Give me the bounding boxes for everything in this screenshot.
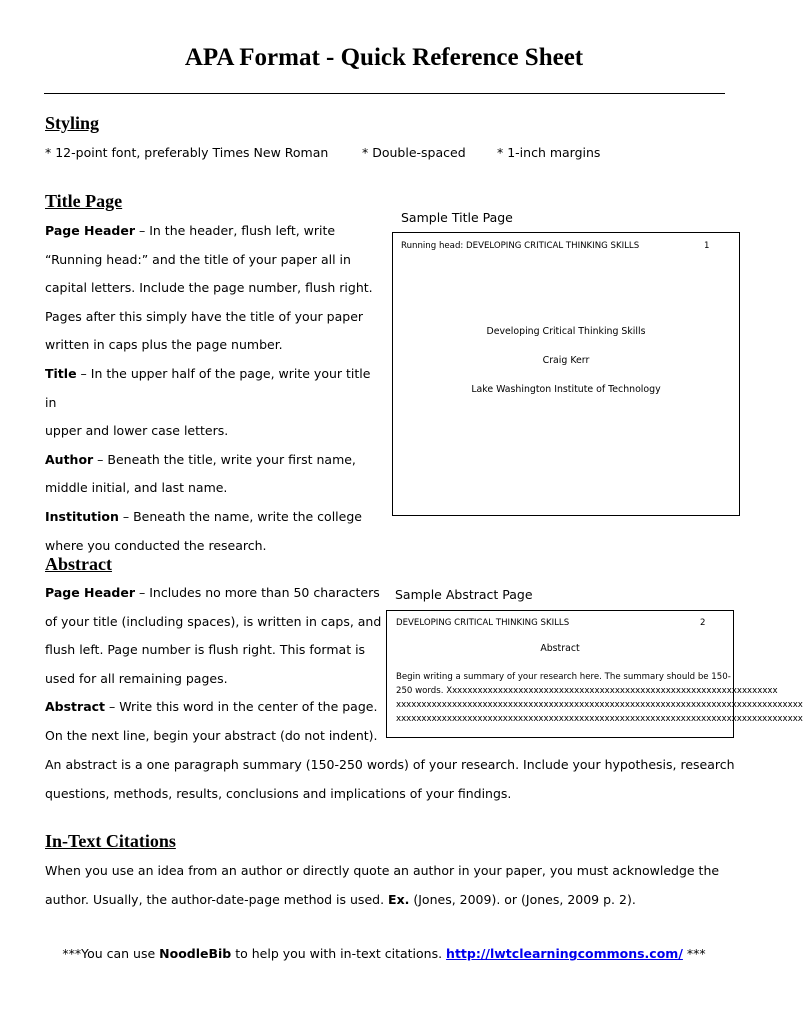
learning-commons-link[interactable]: http://lwtclearningcommons.com/ — [446, 946, 683, 961]
citations-line — [45, 886, 745, 915]
line-text: – In the upper half of the page, write your title in — [45, 365, 371, 410]
sample-abstract-line: Begin writing a summary of your research here. The summary should be 150- — [396, 672, 731, 682]
title-page-line — [45, 474, 385, 503]
line-text: upper and lower case letters. — [45, 423, 229, 439]
footer-text: to help you with in-text citations. — [231, 946, 447, 961]
abstract-description — [45, 579, 385, 751]
line-text: author. Usually, the author-date-page method is used. — [45, 891, 389, 907]
footer-tool-name: NoodleBib — [159, 946, 232, 961]
line-text: – Beneath the name, write the college — [118, 508, 362, 524]
title-page-description — [45, 217, 385, 560]
term-institution: Institution — [45, 508, 119, 524]
term-author: Author — [45, 451, 94, 467]
footer-note — [0, 946, 768, 961]
abstract-line — [45, 608, 385, 637]
sample-abstract-line: xxxxxxxxxxxxxxxxxxxxxxxxxxxxxxxxxxxxxxxxxxxxxxxxxxxxxxxxxxxxxxxxxxxxxxxxxxxxxxxx — [396, 700, 803, 710]
sample-abstract-page-number: 2 — [700, 618, 706, 628]
sample-page-number: 1 — [704, 241, 710, 251]
title-divider — [44, 93, 725, 94]
line-text: – Write this word in the center of the page. — [105, 699, 378, 715]
title-page-heading: Title Page — [45, 191, 123, 211]
sample-abstract-line: 250 words. Xxxxxxxxxxxxxxxxxxxxxxxxxxxxxxxxxxxxxxxxxxxxxxxxxxxxxxxxxxxxxxxxx — [396, 686, 778, 696]
styling-heading: Styling — [45, 113, 100, 133]
title-page-line — [45, 417, 385, 446]
abstract-line — [45, 693, 385, 722]
sample-running-head: Running head: DEVELOPING CRITICAL THINKING SKILLS — [401, 241, 640, 251]
line-text: On the next line, begin your abstract (do not indent). — [45, 727, 378, 743]
abstract-line — [45, 636, 385, 665]
sample-abstract-page-label: Sample Abstract Page — [395, 587, 533, 602]
sample-abstract-line: xxxxxxxxxxxxxxxxxxxxxxxxxxxxxxxxxxxxxxxxxxxxxxxxxxxxxxxxxxxxxxxxxxxxxxxxxxxxxxxx — [396, 714, 803, 724]
sample-title-page-label: Sample Title Page — [401, 210, 513, 225]
abstract-summary — [45, 751, 735, 808]
sample-paper-title: Developing Critical Thinking Skills — [486, 326, 646, 337]
line-text: where you conducted the research. — [45, 537, 267, 553]
abstract-line — [45, 722, 385, 751]
styling-item-margins: * 1-inch margins — [497, 145, 601, 160]
title-page-line — [45, 360, 385, 417]
line-text: middle initial, and last name. — [45, 480, 228, 496]
sample-abstract-header: DEVELOPING CRITICAL THINKING SKILLS — [396, 618, 570, 628]
line-text: “Running head:” and the title of your paper all in — [45, 251, 351, 267]
line-text: – Includes no more than 50 characters — [135, 585, 380, 600]
citations-text — [45, 857, 745, 914]
line-text: written in caps plus the page number. — [45, 337, 283, 353]
styling-item-spacing: * Double-spaced — [362, 145, 466, 160]
footer-text: *** — [682, 946, 706, 961]
sample-title-page — [392, 232, 740, 516]
line-text: used for all remaining pages. — [45, 670, 228, 686]
line-text: flush left. Page number is flush right. This format is — [45, 642, 366, 658]
sample-abstract-body — [396, 670, 803, 726]
title-page-line — [45, 217, 385, 246]
term-page-header: Page Header — [45, 585, 136, 600]
line-text: (Jones, 2009). or (Jones, 2009 p. 2). — [409, 891, 636, 907]
sample-author: Craig Kerr — [542, 355, 590, 366]
abstract-line — [45, 665, 385, 694]
title-page-line — [45, 446, 385, 475]
title-page-line — [45, 503, 385, 532]
page-title: APA Format - Quick Reference Sheet — [184, 44, 584, 71]
term-page-header: Page Header — [45, 223, 136, 238]
term-abstract: Abstract — [45, 699, 106, 715]
line-text: – Beneath the title, write your first name, — [93, 451, 356, 467]
styling-item-font: * 12-point font, preferably Times New Roman — [45, 145, 329, 160]
abstract-summary-line: questions, methods, results, conclusions and implications of your findings. — [45, 785, 512, 801]
citations-heading: In-Text Citations — [45, 831, 176, 851]
sample-abstract-word: Abstract — [540, 643, 580, 654]
footer-text: ***You can use — [62, 946, 160, 961]
title-page-line — [45, 274, 385, 303]
title-page-line — [45, 303, 385, 332]
term-title: Title — [45, 365, 77, 381]
abstract-summary-line: An abstract is a one paragraph summary (150-250 words) of your research. Include your hypothesis, research — [45, 757, 735, 772]
line-text: Pages after this simply have the title of your paper — [45, 308, 364, 324]
title-page-line — [45, 331, 385, 360]
term-example: Ex. — [388, 891, 410, 907]
line-text: of your title (including spaces), is written in caps, and — [45, 613, 382, 629]
sample-abstract-page — [386, 610, 803, 738]
sample-institution: Lake Washington Institute of Technology — [471, 384, 661, 395]
title-page-line — [45, 246, 385, 275]
abstract-heading: Abstract — [45, 554, 112, 574]
line-text: capital letters. Include the page number, flush right. — [45, 280, 373, 296]
citations-line: When you use an idea from an author or directly quote an author in your paper, you must acknowledge the — [45, 863, 720, 878]
abstract-line — [45, 579, 385, 608]
line-text: – In the header, flush left, write — [135, 223, 336, 238]
